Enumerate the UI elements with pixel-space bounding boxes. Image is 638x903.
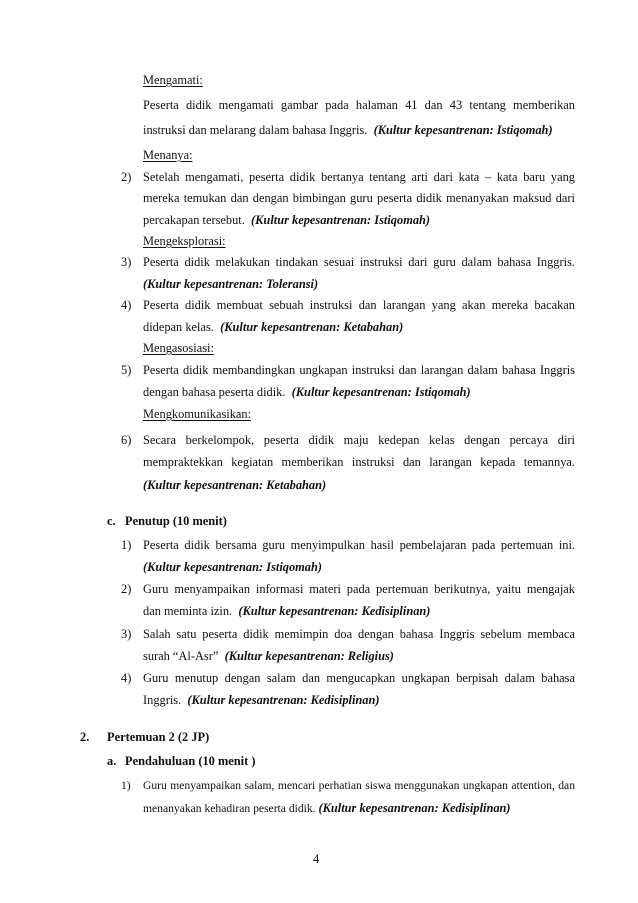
penutup-item3-text: surah “Al-Asr”	[143, 649, 219, 663]
mengamati-text-line2	[143, 123, 553, 138]
section-letter: c.	[107, 514, 116, 528]
page-number: 4	[313, 852, 320, 866]
penutup-item2-text: dan meminta izin.	[143, 604, 233, 618]
kultur-note: (Kultur kepesantrenan: Toleransi)	[143, 277, 319, 291]
item5-line1: Peserta didik membandingkan ungkapan instruksi dan larangan dalam bahasa Inggris	[143, 363, 575, 377]
pendahuluan-item1-text: menanyakan kehadiran peserta didik.	[143, 802, 316, 815]
list-number: 4)	[121, 298, 132, 312]
kultur-note: (Kultur kepesantrenan: Istiqomah)	[143, 560, 323, 574]
list-number: 3)	[121, 255, 132, 269]
item3-line1: Peserta didik melakukan tindakan sesuai instruksi dari guru dalam bahasa Inggris.	[143, 255, 575, 269]
kultur-note: (Kultur kepesantrenan: Istiqomah)	[291, 385, 471, 399]
kultur-note: (Kultur kepesantrenan: Ketabahan)	[220, 320, 404, 334]
item2-line2: mereka temukan dan dengan bimbingan guru peserta didik menanyakan maksud dari	[143, 191, 575, 205]
penutup-item3-line2	[143, 649, 394, 664]
kultur-note: (Kultur kepesantrenan: Religius)	[224, 649, 394, 663]
list-number: 5)	[121, 363, 132, 377]
mengamati-label: Mengamati:	[143, 73, 203, 87]
kultur-note: (Kultur kepesantrenan: Ketabahan)	[143, 478, 327, 492]
item5-text: dengan bahasa peserta didik.	[143, 385, 286, 399]
item2-line3	[143, 213, 430, 228]
pendahuluan-heading: Pendahuluan (10 menit )	[125, 754, 256, 768]
penutup-item1-line1: Peserta didik bersama guru menyimpulkan hasil pembelajaran pada pertemuan ini.	[143, 538, 575, 552]
penutup-item2-line2	[143, 604, 430, 619]
penutup-item2-line1: Guru menyampaikan informasi materi pada pertemuan berikutnya, yaitu mengajak	[143, 582, 575, 596]
kultur-note: (Kultur kepesantrenan: Kedisiplinan)	[318, 801, 511, 815]
list-number: 4)	[121, 671, 132, 685]
section-number: 2.	[80, 730, 90, 744]
mengasosiasi-label: Mengasosiasi:	[143, 341, 214, 355]
mengkomunikasikan-label: Mengkomunikasikan:	[143, 407, 252, 421]
list-number: 1)	[121, 538, 132, 552]
kultur-note: (Kultur kepesantrenan: Kedisiplinan)	[187, 693, 380, 707]
pendahuluan-item1-line1: Guru menyampaikan salam, mencari perhatian siswa menggunakan ungkapan attention, dan	[143, 779, 575, 792]
mengamati-text-line1: Peserta didik mengamati gambar pada halaman 41 dan 43 tentang memberikan	[143, 98, 575, 112]
list-number: 6)	[121, 433, 132, 447]
list-number: 3)	[121, 627, 132, 641]
penutup-item3-line1: Salah satu peserta didik memimpin doa dengan bahasa Inggris sebelum membaca	[143, 627, 575, 641]
list-number: 1)	[121, 779, 131, 792]
penutup-item4-line2	[143, 693, 380, 708]
item4-line1: Peserta didik membuat sebuah instruksi dan larangan yang akan mereka bacakan	[143, 298, 575, 312]
item2-text: percakapan tersebut.	[143, 213, 245, 227]
section-letter: a.	[107, 754, 117, 768]
mengamati-text: instruksi dan melarang dalam bahasa Inggris.	[143, 123, 368, 137]
item2-line1: Setelah mengamati, peserta didik bertanya tentang arti dari kata – kata baru yang	[143, 170, 575, 184]
item4-text: didepan kelas.	[143, 320, 214, 334]
pendahuluan-item1-line2	[143, 801, 511, 816]
mengeksplorasi-label: Mengeksplorasi:	[143, 234, 226, 248]
penutup-item4-line1: Guru menutup dengan salam dan mengucapkan ungkapan berpisah dalam bahasa	[143, 671, 575, 685]
item6-line1: Secara berkelompok, peserta didik maju kedepan kelas dengan percaya diri	[143, 433, 575, 447]
penutup-item4-text: Inggris.	[143, 693, 182, 707]
kultur-note: (Kultur kepesantrenan: Istiqomah)	[251, 213, 431, 227]
penutup-heading: Penutup (10 menit)	[125, 514, 227, 528]
item5-line2	[143, 385, 471, 400]
item4-line2	[143, 320, 403, 335]
menanya-label: Menanya:	[143, 148, 193, 162]
pertemuan2-heading: Pertemuan 2 (2 JP)	[107, 730, 210, 744]
kultur-note: (Kultur kepesantrenan: Istiqomah)	[373, 123, 553, 137]
list-number: 2)	[121, 170, 132, 184]
item6-line2: mempraktekkan kegiatan memberikan instruksi dan larangan kepada temannya.	[143, 455, 575, 469]
kultur-note: (Kultur kepesantrenan: Kedisiplinan)	[238, 604, 431, 618]
list-number: 2)	[121, 582, 132, 596]
